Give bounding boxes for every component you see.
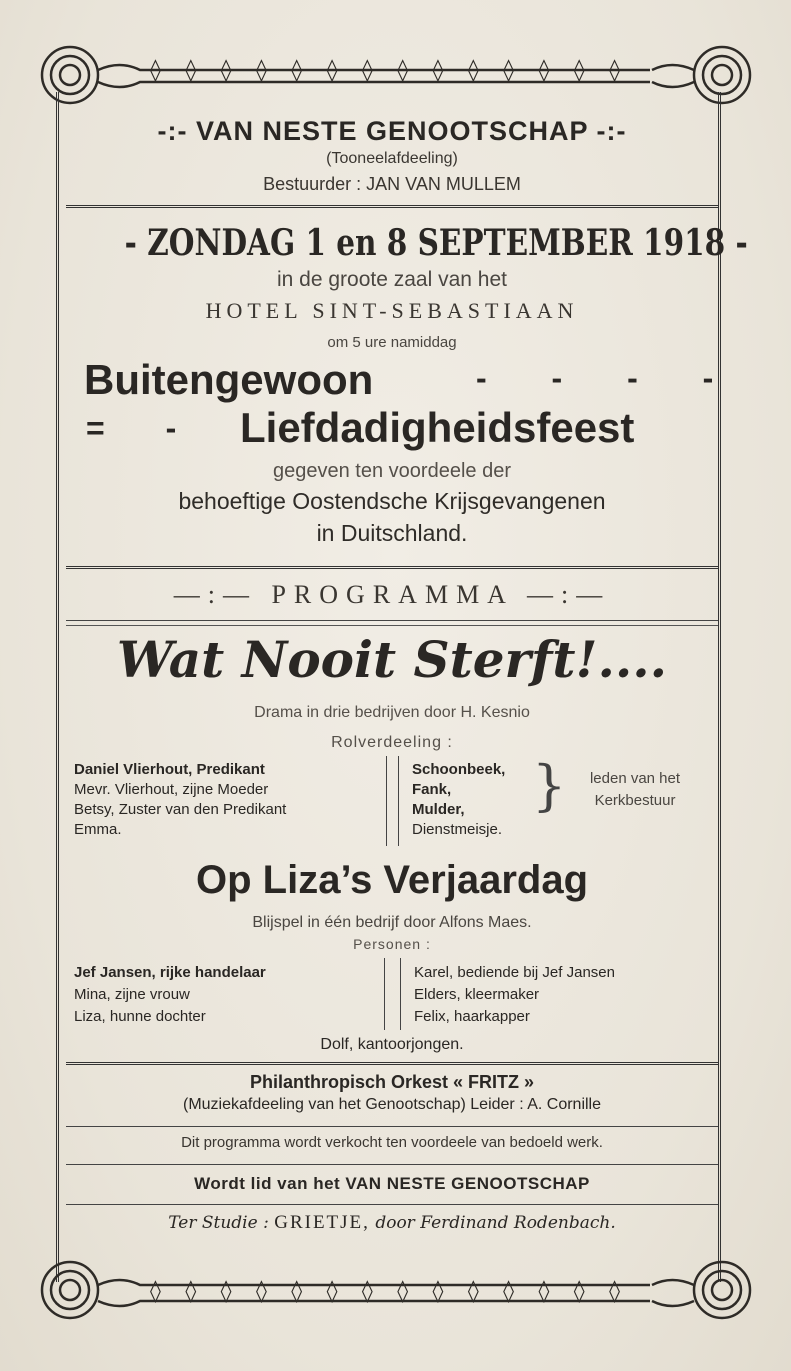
role-line: Schoonbeek, [412,761,506,778]
diamond-icon: ◊ [432,58,444,83]
title-line-1: Buitengewoon [84,356,374,403]
sale-note: Dit programma wordt verkocht ten voordeele van bedoeld werk. [181,1134,603,1151]
title-line-1-dashes: - - - - [476,360,742,396]
role-line: Daniel Vlierhout, Predikant [74,761,265,778]
play-2-subtitle: Blijspel in één bedrijf door Alfons Maes. [252,914,532,931]
diamond-icon: ◊ [609,1279,620,1304]
diamond-icon: ◊ [467,58,479,83]
diamond-icon: ◊ [185,58,197,83]
play-2-roles-heading: Personen : [353,936,431,952]
diamond-icon: ◊ [573,58,585,83]
role-line: Karel, bediende bij Jef Jansen [414,964,615,981]
study-label: Ter Studie : [168,1213,269,1233]
divider [66,205,718,208]
role-line: Mina, zijne vrouw [74,986,190,1003]
diamond-icon: ◊ [397,1279,409,1304]
diamond-icon: ◊ [220,58,232,83]
diamond-icon: ◊ [538,58,550,83]
diamond-icon: ◊ [609,58,620,83]
diamond-icon: ◊ [361,1279,373,1304]
role-line: Betsy, Zuster van den Predikant [74,801,287,818]
diamond-icon: ◊ [150,58,161,83]
role-line: Liza, hunne dochter [74,1008,206,1025]
divider [66,1164,718,1165]
role-line: Felix, haarkapper [414,1008,530,1025]
diamond-icon: ◊ [326,1279,338,1304]
diamond-icon: ◊ [291,1279,303,1304]
role-line: Mulder, [412,801,465,818]
play-1-subtitle: Drama in drie bedrijven door H. Kesnio [254,704,530,721]
top-ornament [0,30,791,120]
society-director: Bestuurder : JAN VAN MULLEM [263,174,521,194]
programme-heading: —:— PROGRAMMA —:— [173,580,611,609]
venue-name: HOTEL SINT-SEBASTIAAN [205,298,579,323]
diamond-icon: ◊ [185,1279,197,1304]
title-line-2-dashes: = - [86,410,203,446]
purpose-line-2: behoeftige Oostendsche Krijsgevangenen [178,488,606,514]
event-date: - ZONDAG 1 en 8 SEPTEMBER 1918 - [124,222,748,264]
venue-intro: in de groote zaal van het [277,268,507,291]
role-line: Elders, kleermaker [414,986,540,1003]
purpose-line-3: in Duitschland. [316,520,468,546]
orchestra-line-1: Philanthropisch Orkest « FRITZ » [249,1072,535,1092]
diamond-icon: ◊ [255,1279,267,1304]
diamond-icon: ◊ [220,1279,232,1304]
divider [66,625,718,626]
diamond-icon: ◊ [255,58,267,83]
frame-right-border [718,92,721,1282]
frame-left-border [56,92,59,1282]
bottom-diamond-row [150,1279,620,1304]
divider [66,1204,718,1205]
play-2-right-roles [414,962,615,1028]
play-1-note: leden van het Kerkbestuur [589,770,681,809]
diamond-icon: ◊ [150,1279,161,1304]
play-1-roles-heading: Rolverdeeling : [331,734,453,751]
divider [66,1062,718,1065]
study-title: GRIETJE, [274,1212,370,1233]
diamond-icon: ◊ [538,1279,550,1304]
play-1-right-roles [412,760,505,840]
play-2-extra-role: Dolf, kantoorjongen. [320,1036,464,1053]
play-1-left-roles [74,760,286,840]
diamond-icon: ◊ [361,58,373,83]
event-time: om 5 ure namiddag [327,334,457,351]
diamond-icon: ◊ [503,58,514,83]
study-author: door Ferdinand Rodenbach. [375,1213,616,1233]
divider [66,1126,718,1127]
role-line: Fank, [412,781,452,798]
top-diamond-row [150,58,620,83]
purpose-line-1: gegeven ten voordeele der [273,460,511,482]
divider [66,620,718,621]
title-line-2: Liefdadigheidsfeest [240,404,635,451]
role-line: Emma. [74,821,122,838]
play-1-title: Wat Nooit Sterft!.... [116,630,668,689]
society-subtitle: (Tooneelafdeeling) [326,150,458,167]
divider [66,566,718,569]
column-divider [398,756,399,846]
join-line: Wordt lid van het VAN NESTE GENOOTSCHAP [194,1174,590,1193]
column-divider [384,958,385,1030]
role-line: Dienstmeisje. [412,821,503,838]
bottom-ornament [0,1245,791,1335]
society-name: -:- VAN NESTE GENOOTSCHAP -:- [157,116,627,146]
role-line: Jef Jansen, rijke handelaar [74,964,266,981]
role-line: Mevr. Vlierhout, zijne Moeder [74,781,269,798]
diamond-icon: ◊ [503,1279,514,1304]
orchestra-line-2: (Muziekafdeeling van het Genootschap) Leider : A. Cornille [182,1096,601,1113]
study-line [66,1212,718,1234]
diamond-icon: ◊ [326,58,338,83]
column-divider [400,958,401,1030]
diamond-icon: ◊ [397,58,409,83]
diamond-icon: ◊ [467,1279,479,1304]
diamond-icon: ◊ [432,1279,444,1304]
brace: } [532,754,567,817]
diamond-icon: ◊ [291,58,303,83]
play-2-title: Op Liza’s Verjaardag [195,858,588,902]
play-2-left-roles [74,962,266,1028]
column-divider [386,756,387,846]
diamond-icon: ◊ [573,1279,585,1304]
